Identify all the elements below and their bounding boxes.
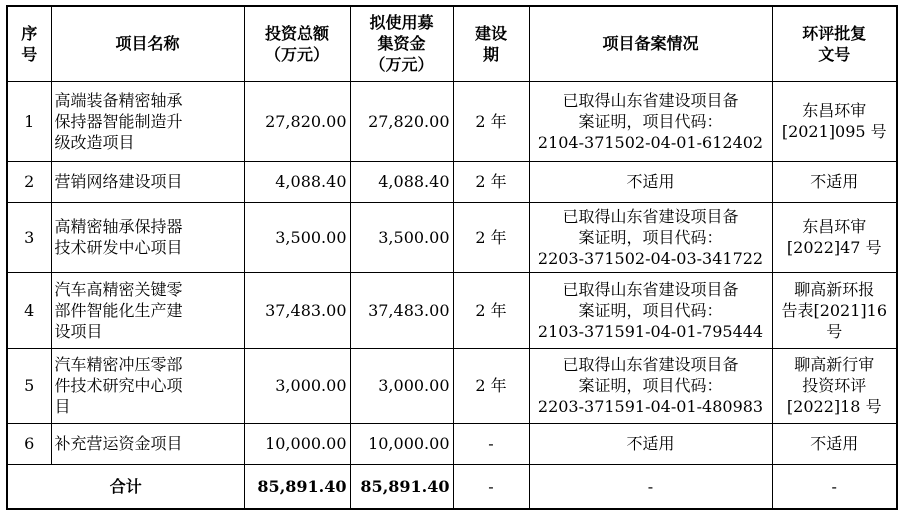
cell-env-approval (772, 81, 897, 161)
cell-construction-period (453, 161, 529, 202)
cell-env-approval (772, 423, 897, 464)
cell-line: 2 年 (475, 227, 507, 247)
cell-line: 项目备案情况 (602, 34, 699, 54)
cell-line: 不适用 (626, 172, 675, 191)
cell-line: 27,820.00 (368, 111, 450, 131)
cell-line: 案证明，项目代码： (578, 376, 723, 395)
cell-filing-status (529, 423, 772, 464)
cell-project-name (51, 81, 244, 161)
cell-line: 3,000.00 (378, 376, 450, 395)
cell-construction-period (453, 81, 529, 161)
cell-line: 东昌环审 (802, 217, 867, 236)
cell-line: 案证明，项目代码： (578, 227, 723, 247)
cell-line: 不适用 (810, 434, 859, 453)
cell-line: 37,483.00 (368, 300, 450, 320)
cell-line: 东昌环审 (802, 101, 867, 120)
cell-total-investment (244, 348, 350, 423)
cell-env-approval (772, 202, 897, 272)
cell-construction-period (453, 348, 529, 423)
cell-raised-funds (350, 272, 453, 348)
cell-filing-status (529, 81, 772, 161)
cell-no (7, 202, 51, 272)
cell-line: 案证明，项目代码： (578, 111, 723, 131)
cell-line: 1 (24, 111, 35, 131)
table-row (7, 81, 897, 161)
cell-line: 补充营运资金项目 (54, 434, 183, 453)
cell-line: 项目名称 (115, 34, 180, 54)
header-total-investment (244, 6, 350, 81)
cell-line: [2022]47 号 (786, 238, 882, 257)
cell-line: 已取得山东省建设项目备 (562, 206, 739, 226)
cell-project-name (51, 272, 244, 348)
header-filing-status (529, 6, 772, 81)
cell-line: 4 (24, 300, 35, 320)
cell-env-approval (772, 161, 897, 202)
total-investment-sum: 85,891.40 (244, 464, 350, 509)
cell-line: 营销网络建设项目 (54, 172, 183, 191)
cell-line: 27,820.00 (265, 111, 347, 131)
cell-line: 设项目 (54, 321, 103, 341)
cell-line: 2103-371591-04-01-795444 (537, 321, 764, 341)
cell-line: [2022]18 号 (786, 397, 882, 416)
cell-line: 2 年 (475, 111, 507, 131)
cell-total-investment (244, 202, 350, 272)
cell-line: 3 (24, 227, 35, 247)
cell-line: 汽车高精密关键零 (54, 279, 183, 299)
table-row (7, 202, 897, 272)
cell-line: 集资金 (377, 34, 426, 54)
cell-line: - (488, 434, 494, 453)
cell-construction-period (453, 272, 529, 348)
header-construction-period (453, 6, 529, 81)
cell-line: 37,483.00 (265, 300, 347, 320)
cell-line: 告表[2021]16 (781, 300, 888, 320)
table-row (7, 161, 897, 202)
cell-line: 环评批复 (802, 23, 867, 43)
header-no (7, 6, 51, 81)
project-table-wrapper (6, 5, 898, 510)
cell-raised-funds (350, 423, 453, 464)
cell-line: 6 (24, 434, 35, 453)
cell-line: 保持器智能制造升 (54, 111, 183, 131)
investment-projects-table (6, 5, 898, 510)
cell-total-investment (244, 81, 350, 161)
cell-line: （万元） (369, 55, 434, 75)
cell-line: 2104-371502-04-01-612402 (537, 132, 764, 152)
cell-line: 号 (826, 321, 843, 341)
cell-filing-status (529, 272, 772, 348)
cell-line: （万元） (264, 44, 329, 64)
cell-no (7, 81, 51, 161)
header-project-name (51, 6, 244, 81)
cell-line: 文号 (818, 44, 851, 64)
cell-line: 不适用 (626, 434, 675, 453)
cell-construction-period (453, 423, 529, 464)
cell-line: 件技术研究中心项 (54, 376, 183, 395)
cell-line: 汽车精密冲压零部 (54, 355, 183, 374)
cell-line: 目 (54, 397, 71, 416)
cell-line: 10,000.00 (368, 434, 450, 453)
cell-line: 投资总额 (264, 23, 329, 43)
cell-total-investment (244, 423, 350, 464)
header-env-approval (772, 6, 897, 81)
cell-line: 期 (482, 44, 499, 64)
cell-project-name (51, 423, 244, 464)
cell-no (7, 272, 51, 348)
total-construction-period: - (453, 464, 529, 509)
cell-line: 不适用 (810, 172, 859, 191)
cell-line: 已取得山东省建设项目备 (562, 279, 739, 299)
cell-line: 拟使用募 (369, 13, 434, 33)
total-row (7, 464, 897, 509)
cell-line: 聊高新环报 (794, 279, 875, 299)
cell-line: 10,000.00 (265, 434, 347, 453)
cell-line: 2 年 (475, 376, 507, 395)
table-body (7, 6, 897, 509)
cell-raised-funds (350, 81, 453, 161)
cell-line: 高精密轴承保持器 (54, 217, 183, 236)
cell-line: 建设 (474, 23, 507, 43)
cell-no (7, 161, 51, 202)
cell-env-approval (772, 272, 897, 348)
cell-line: 号 (21, 44, 38, 64)
cell-line: 案证明，项目代码： (578, 300, 723, 320)
cell-line: 3,500.00 (378, 227, 450, 247)
cell-raised-funds (350, 202, 453, 272)
cell-total-investment (244, 161, 350, 202)
cell-project-name (51, 161, 244, 202)
cell-project-name (51, 202, 244, 272)
cell-total-investment (244, 272, 350, 348)
cell-line: 序 (21, 23, 38, 43)
cell-line: 技术研发中心项目 (54, 238, 183, 257)
cell-line: 已取得山东省建设项目备 (562, 90, 739, 110)
cell-line: 3,000.00 (275, 376, 347, 395)
cell-filing-status (529, 348, 772, 423)
cell-line: 3,500.00 (275, 227, 347, 247)
cell-construction-period (453, 202, 529, 272)
cell-line: 部件智能化生产建 (54, 300, 183, 320)
cell-line: 5 (24, 376, 35, 395)
cell-line: 2 年 (475, 172, 507, 191)
header-row (7, 6, 897, 81)
cell-line: 聊高新行审 (794, 355, 875, 374)
cell-line: 高端装备精密轴承 (54, 90, 183, 110)
total-filing-status: - (529, 464, 772, 509)
table-row (7, 423, 897, 464)
cell-line: 4,088.40 (378, 172, 450, 191)
cell-project-name (51, 348, 244, 423)
cell-line: 2203-371591-04-01-480983 (537, 397, 764, 416)
cell-env-approval (772, 348, 897, 423)
cell-raised-funds (350, 348, 453, 423)
cell-filing-status (529, 161, 772, 202)
total-env-approval: - (772, 464, 897, 509)
cell-line: [2021]095 号 (781, 122, 887, 141)
total-label: 合计 (7, 464, 244, 509)
cell-no (7, 348, 51, 423)
cell-line: 2 年 (475, 300, 507, 320)
cell-line: 4,088.40 (275, 172, 347, 191)
total-raised-funds-sum: 85,891.40 (350, 464, 453, 509)
cell-line: 级改造项目 (54, 132, 135, 152)
cell-line: 2203-371502-04-03-341722 (537, 248, 764, 268)
header-raised-funds (350, 6, 453, 81)
cell-filing-status (529, 202, 772, 272)
cell-line: 投资环评 (802, 376, 867, 395)
cell-no (7, 423, 51, 464)
cell-raised-funds (350, 161, 453, 202)
cell-line: 2 (24, 172, 35, 191)
table-row (7, 272, 897, 348)
table-row (7, 348, 897, 423)
cell-line: 已取得山东省建设项目备 (562, 355, 739, 374)
